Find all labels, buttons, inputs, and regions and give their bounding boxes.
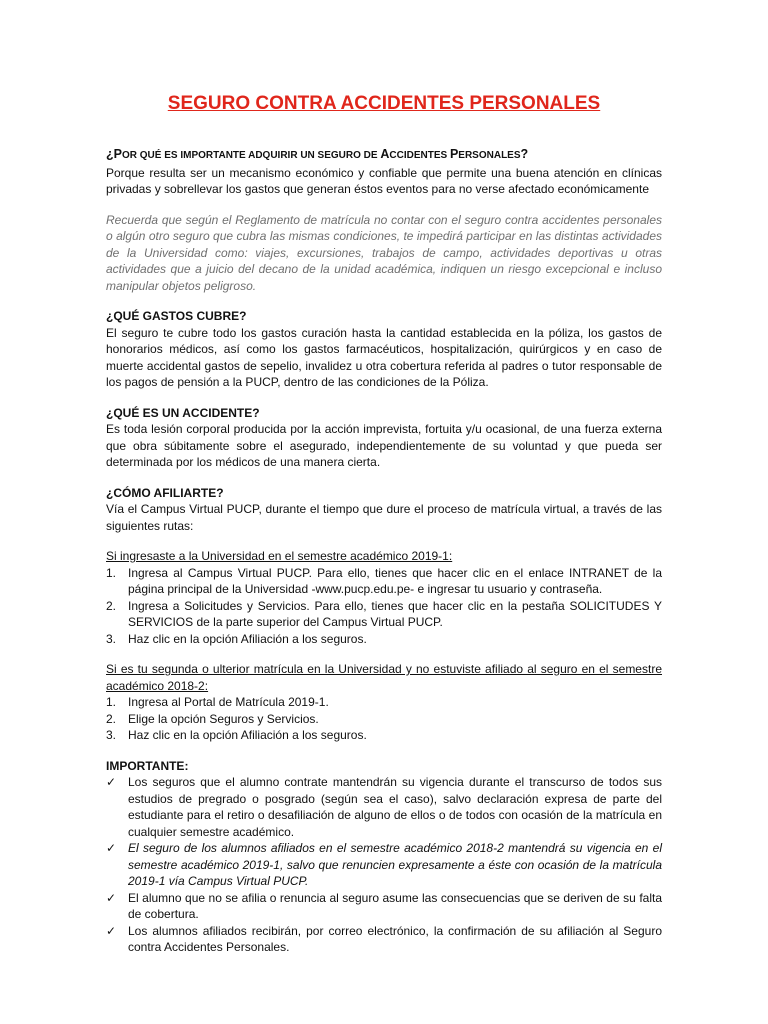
heading-part: ERSONALES [458,150,521,161]
list-item [106,598,662,631]
document-title: SEGURO CONTRA ACCIDENTES PERSONALES [167,93,601,114]
route2-heading: Si es tu segunda o ulterior matrícula en la Universidad y no estuviste afiliado al seguro en el semestre académico 2018-2: [106,662,662,693]
check-icon: ✓ [106,890,117,905]
check-icon: ✓ [106,775,117,789]
step-text: Haz clic en la opción Afiliación a los seguros. [128,631,367,646]
section-heading-coverage: ¿QUÉ GASTOS CUBRE? [106,309,247,323]
heading-part: ? [520,147,529,161]
list-item [106,727,662,744]
list-item [106,890,662,923]
step-number: 2. [106,711,117,726]
enroll-paragraph: Vía el Campus Virtual PUCP, durante el tiempo que dure el proceso de matrícula virtual, a través de las siguientes rutas: [106,502,662,533]
section-heading-why [106,146,662,165]
document-content [106,92,662,956]
list-item [106,840,662,890]
regulation-note: Recuerda que según el Reglamento de matrícula no contar con el seguro contra accidentes personales o algún otro seguro que cubra las mismas condiciones, te impedirá participar en las distintas actividades de la Universidad como: viajes, excursiones, trabajos de campo, actividades deportivas u otras actividades que a juicio del decano de la unidad académica, indiquen un riesgo excepcional e incluso manipular objetos peligroso. [106,212,662,293]
heading-part: A [380,147,390,161]
important-text: Los seguros que el alumno contrate mantendrán su vigencia durante el transcurso de todos sus estudios de pregrado o posgrado (según sea el caso), salvo declaración expresa de parte del estudiante para el retiro o desafiliación de alguno de ellos o de todos con ocasión de la matrícula en cualquier semestre académico. [128,775,662,839]
step-number: 3. [106,728,117,742]
accident-paragraph: Es toda lesión corporal producida por la acción imprevista, fortuita y/u ocasional, de una fuerza externa que obra súbitamente sobre el asegurado, independientemente de su voluntad y que pueda ser determinada por los médicos de una manera cierta. [106,422,662,469]
why-paragraph: Porque resulta ser un mecanismo económico y confiable que permite una buena atención en clínicas privadas y sobrellevar los gastos que generan éstos eventos para no verse afectado económicamente [106,165,662,196]
important-list [106,774,662,956]
heading-part: P [449,147,459,161]
step-text: Ingresa al Campus Virtual PUCP. Para ello, tienes que hacer clic en el enlace INTRANET de la página principal de la Universidad -www.pucp.edu.pe- e ingresar tu usuario y contraseña. [128,565,662,596]
step-number: 3. [106,631,117,646]
section-heading-accident: ¿QUÉ ES UN ACCIDENTE? [106,405,260,420]
step-number: 2. [106,598,117,613]
route1-heading: Si ingresaste a la Universidad en el semestre académico 2019-1: [106,549,453,563]
section-heading-important: IMPORTANTE: [106,758,189,773]
step-text: Elige la opción Seguros y Servicios. [128,711,319,726]
heading-part: OR QUÉ ES IMPORTANTE ADQUIRIR UN SEGURO DE [121,150,381,161]
important-text: El seguro de los alumnos afiliados en el semestre académico 2018-2 mantendrá su vigencia en el semestre académico 2019-1, salvo que renuncien expresamente a éste con ocasión de la matrícula 2019-1 vía Campus Virtual PUCP. [128,841,662,888]
heading-part: ¿P [106,147,122,161]
list-item [106,923,662,956]
heading-part: CCIDENTES [389,150,450,161]
list-item [106,694,662,711]
list-item [106,565,662,598]
list-item [106,774,662,840]
important-text: Los alumnos afiliados recibirán, por correo electrónico, la confirmación de su afiliación al Seguro contra Accidentes Personales. [128,923,662,954]
step-text: Ingresa al Portal de Matrícula 2019-1. [128,695,329,709]
coverage-paragraph: El seguro te cubre todo los gastos curación hasta la cantidad establecida en la póliza, los gastos de honorarios médicos, así como los gastos farmacéuticos, hospitalización, quirúrgicos y en caso de muerte accidental gastos de sepelio, invalidez u otra cobertura referida al padres o tutor responsable de los pagos de pensión a la PUCP, dentro de las condiciones de la Póliza. [106,325,662,389]
step-text: Haz clic en la opción Afiliación a los seguros. [128,728,367,742]
route1-steps [106,565,662,648]
list-item [106,631,662,648]
step-number: 1. [106,695,117,709]
route2-steps [106,694,662,744]
check-icon: ✓ [106,923,117,938]
section-heading-enroll: ¿CÓMO AFILIARTE? [106,485,224,500]
check-icon: ✓ [106,841,117,855]
important-text: El alumno que no se afilia o renuncia al seguro asume las consecuencias que se deriven de su falta de cobertura. [128,890,662,921]
step-number: 1. [106,565,117,580]
step-text: Ingresa a Solicitudes y Servicios. Para ello, tienes que hacer clic en la pestaña SOLICITUDES Y SERVICIOS de la parte superior del Campus Virtual PUCP. [128,598,662,629]
list-item [106,711,662,728]
